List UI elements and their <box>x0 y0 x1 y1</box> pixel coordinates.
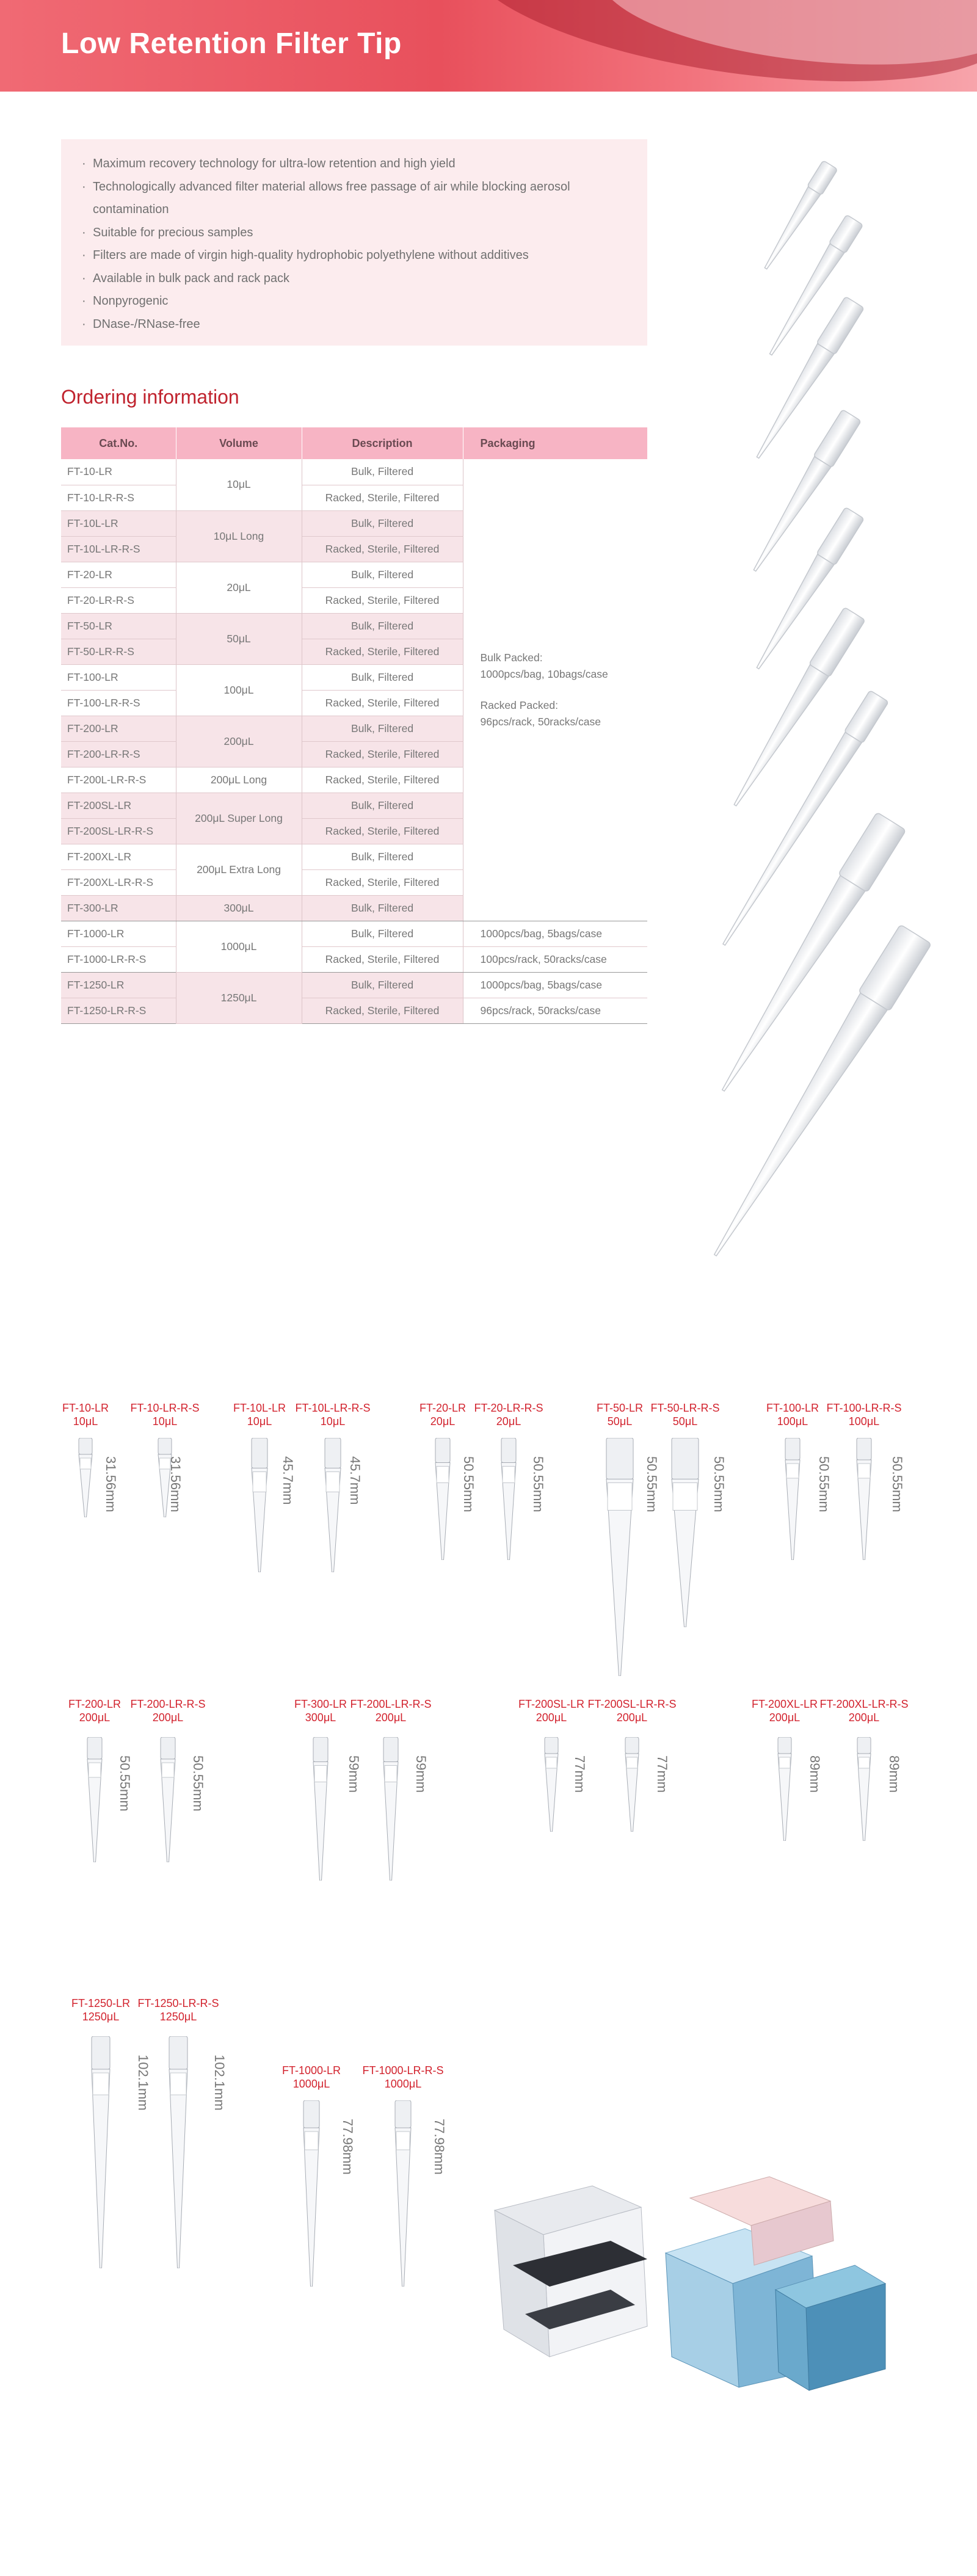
features-list <box>81 153 628 336</box>
tip-code: FT-100-LR <box>766 1402 819 1414</box>
tip-dimension: 102.1mm <box>136 2055 151 2111</box>
cat-no: FT-1000-LR-R-S <box>61 946 176 972</box>
tip-volume: 1250μL <box>82 2011 120 2023</box>
page-title: Low Retention Filter Tip <box>61 27 402 60</box>
cat-no: FT-10-LR <box>61 459 176 485</box>
tip-collar <box>79 1438 92 1454</box>
tip-collar <box>92 2036 110 2069</box>
tip-collar <box>303 2100 319 2128</box>
cat-no: FT-100-LR <box>61 664 176 690</box>
cat-no: FT-200L-LR-R-S <box>61 767 176 793</box>
tip-volume: 20μL <box>430 1415 456 1428</box>
tip-collar <box>785 1438 800 1460</box>
table-row <box>61 946 647 972</box>
tip-collar <box>161 1737 175 1759</box>
volume: 200μL Super Long <box>176 793 302 844</box>
tip-label <box>263 2064 360 2091</box>
tip-collar <box>672 1438 699 1479</box>
volume: 200μL Extra Long <box>176 844 302 895</box>
tip-volume: 10μL <box>152 1415 178 1428</box>
tip-collar <box>606 1438 633 1479</box>
tip-code: FT-20-LR <box>419 1402 467 1414</box>
tip-cone <box>395 2128 411 2287</box>
tip-dimension: 89mm <box>807 1755 823 1793</box>
tip-cone <box>169 2069 187 2268</box>
tip-dimension: 50.55mm <box>890 1456 905 1512</box>
tip-code: FT-10-LR-R-S <box>130 1402 200 1414</box>
cat-no: FT-100-LR-R-S <box>61 690 176 716</box>
tip-collar <box>501 1438 516 1463</box>
tip-collar <box>252 1438 267 1468</box>
tip-dimension: 77.98mm <box>340 2119 355 2175</box>
tip-image <box>604 1438 636 1676</box>
tip-code: FT-50-LR-R-S <box>650 1402 720 1414</box>
tip-volume: 10μL <box>247 1415 272 1428</box>
tip-dimension: 77.98mm <box>432 2119 447 2175</box>
racked-packed-title: Racked Packed: <box>480 698 558 711</box>
tip-label <box>129 1997 227 2023</box>
tip-code: FT-200SL-LR <box>518 1698 585 1710</box>
tip-collar <box>545 1737 558 1754</box>
features-box <box>61 139 647 346</box>
tip-label <box>119 1697 217 1724</box>
hero-tip-9 <box>700 924 931 1265</box>
tip-filter <box>859 1757 870 1768</box>
tip-filter <box>786 1464 799 1478</box>
bulk-packed-value: 1000pcs/bag, 10bags/case <box>480 667 608 680</box>
tip-image <box>393 2100 413 2287</box>
cat-no: FT-200-LR-R-S <box>61 741 176 767</box>
tip-volume: 200μL <box>769 1711 801 1724</box>
tip-code: FT-1000-LR <box>281 2064 341 2077</box>
description: Bulk, Filtered <box>302 613 463 639</box>
tip-label <box>583 1697 681 1724</box>
tip-code: FT-200SL-LR-R-S <box>587 1698 677 1710</box>
volume: 300μL <box>176 895 302 921</box>
tip-code: FT-1000-LR-R-S <box>362 2064 444 2077</box>
cat-no: FT-50-LR-R-S <box>61 639 176 664</box>
cat-no: FT-10L-LR <box>61 510 176 536</box>
header-banner <box>0 0 977 92</box>
tip-volume: 1250μL <box>159 2011 197 2023</box>
col-header: Cat.No. <box>61 427 176 459</box>
tip-filter <box>546 1757 557 1768</box>
tip-image <box>76 1438 95 1517</box>
tip-image <box>301 2100 322 2287</box>
packaging: 96pcs/rack, 50racks/case <box>463 998 647 1023</box>
cat-no: FT-1250-LR <box>61 972 176 998</box>
description: Racked, Sterile, Filtered <box>302 690 463 716</box>
tip-image <box>499 1438 518 1560</box>
col-header: Packaging <box>463 427 647 459</box>
packaging: 1000pcs/bag, 5bags/case <box>463 921 647 946</box>
tip-code: FT-10L-LR <box>233 1402 286 1414</box>
tip-image <box>433 1438 452 1560</box>
cat-no: FT-10-LR-R-S <box>61 485 176 510</box>
tip-code: FT-300-LR <box>294 1698 347 1710</box>
hero-tips-illustration <box>672 153 953 1282</box>
cat-no: FT-20-LR <box>61 562 176 587</box>
tip-volume: 100μL <box>777 1415 808 1428</box>
tip-label <box>342 1697 440 1724</box>
tip-dimension: 77mm <box>655 1755 670 1793</box>
description: Racked, Sterile, Filtered <box>302 767 463 793</box>
tip-code: FT-1250-LR-R-S <box>137 1997 219 2009</box>
table-row <box>61 921 647 946</box>
volume: 20μL <box>176 562 302 613</box>
tip-image <box>311 1737 330 1881</box>
description: Bulk, Filtered <box>302 459 463 485</box>
tip-dimension: 50.55mm <box>531 1456 546 1512</box>
tip-cone <box>303 2128 319 2287</box>
tip-filter <box>503 1467 515 1483</box>
tip-volume: 1000μL <box>384 2078 422 2090</box>
feature-item: · Available in bulk pack and rack pack <box>81 267 628 291</box>
tip-code: FT-10-LR <box>62 1402 109 1414</box>
tip-code: FT-200-LR-R-S <box>130 1698 206 1710</box>
col-header: Description <box>302 427 463 459</box>
table-header-row <box>61 427 647 459</box>
feature-item: · Filters are made of virgin high-quality hydrophobic polyethylene without additives <box>81 244 628 267</box>
tip-collar <box>625 1737 639 1754</box>
tip-volume: 200μL <box>375 1711 407 1724</box>
tip-code: FT-50-LR <box>596 1402 644 1414</box>
hero-tip-6 <box>725 607 865 811</box>
tip-dimension: 102.1mm <box>212 2055 227 2111</box>
tip-image <box>669 1438 701 1627</box>
tip-code: FT-200XL-LR-R-S <box>819 1698 909 1710</box>
tip-dimension: 50.55mm <box>191 1755 206 1812</box>
tip-collar <box>169 2036 187 2069</box>
tip-image <box>158 1737 178 1862</box>
description: Bulk, Filtered <box>302 793 463 818</box>
tip-image <box>89 2036 112 2268</box>
tip-volume: 300μL <box>305 1711 336 1724</box>
hero-tip-8 <box>709 812 906 1100</box>
tip-code: FT-200-LR <box>68 1698 122 1710</box>
tip-volume: 50μL <box>607 1415 633 1428</box>
description: Bulk, Filtered <box>302 844 463 869</box>
packaging: 100pcs/rack, 50racks/case <box>463 946 647 972</box>
tip-filter <box>396 2132 410 2150</box>
racked-packed-value: 96pcs/rack, 50racks/case <box>480 715 601 728</box>
description: Bulk, Filtered <box>302 921 463 946</box>
feature-item: · Suitable for precious samples <box>81 222 628 245</box>
ordering-table <box>61 427 648 1024</box>
cat-no: FT-200XL-LR-R-S <box>61 869 176 895</box>
tip-code: FT-1250-LR <box>71 1997 131 2009</box>
table-row <box>61 972 647 998</box>
tip-image <box>381 1737 401 1881</box>
tip-code: FT-20-LR-R-S <box>474 1402 543 1414</box>
tip-filter <box>93 2073 109 2095</box>
description: Racked, Sterile, Filtered <box>302 869 463 895</box>
tip-volume: 10μL <box>320 1415 346 1428</box>
cat-no: FT-20-LR-R-S <box>61 587 176 613</box>
tip-image <box>623 1737 641 1832</box>
tip-dimension: 59mm <box>413 1755 429 1793</box>
tip-dimension: 50.55mm <box>461 1456 476 1512</box>
tip-collar <box>778 1737 791 1754</box>
tip-image <box>85 1737 104 1862</box>
tip-volume: 200μL <box>848 1711 880 1724</box>
tip-volume: 200μL <box>152 1711 184 1724</box>
description: Racked, Sterile, Filtered <box>302 485 463 510</box>
description: Bulk, Filtered <box>302 716 463 741</box>
description: Bulk, Filtered <box>302 664 463 690</box>
tip-filter <box>89 1763 101 1777</box>
tip-collar <box>87 1737 102 1759</box>
cat-no: FT-1000-LR <box>61 921 176 946</box>
cat-no: FT-200-LR <box>61 716 176 741</box>
volume: 1000μL <box>176 921 302 972</box>
tip-collar <box>313 1737 328 1762</box>
tip-dimension: 50.55mm <box>711 1456 727 1512</box>
tip-code: FT-10L-LR-R-S <box>295 1402 371 1414</box>
tip-image <box>322 1438 343 1572</box>
tip-dimension: 31.56mm <box>168 1456 183 1512</box>
tip-code: FT-200L-LR-R-S <box>350 1698 432 1710</box>
tip-label <box>354 2064 452 2091</box>
tip-collar <box>435 1438 450 1463</box>
volume: 100μL <box>176 664 302 716</box>
tip-image <box>542 1737 561 1832</box>
tip-image <box>855 1737 873 1841</box>
tip-image <box>775 1737 794 1841</box>
packaging: 1000pcs/bag, 5bags/case <box>463 972 647 998</box>
cat-no: FT-200XL-LR <box>61 844 176 869</box>
tip-dimension: 89mm <box>887 1755 902 1793</box>
tip-filter <box>385 1766 397 1782</box>
tip-volume: 200μL <box>616 1711 648 1724</box>
tip-collar <box>383 1737 398 1762</box>
cat-no: FT-50-LR <box>61 613 176 639</box>
tip-volume: 50μL <box>672 1415 698 1428</box>
tip-filter <box>437 1467 449 1483</box>
tip-filter <box>627 1757 637 1768</box>
rack-box-clear <box>495 2186 647 2357</box>
tip-image <box>249 1438 270 1572</box>
tip-filter <box>673 1483 697 1511</box>
description: Racked, Sterile, Filtered <box>302 946 463 972</box>
description: Racked, Sterile, Filtered <box>302 639 463 664</box>
tip-dimension: 59mm <box>346 1755 361 1793</box>
description: Racked, Sterile, Filtered <box>302 587 463 613</box>
bulk-packed-title: Bulk Packed: <box>480 651 543 664</box>
description: Bulk, Filtered <box>302 562 463 587</box>
tip-filter <box>80 1458 91 1469</box>
volume: 10μL Long <box>176 510 302 562</box>
packaging-bulk-racked <box>463 459 647 921</box>
tip-collar <box>857 1438 871 1460</box>
table-row <box>61 459 647 485</box>
tip-label <box>636 1401 734 1428</box>
tip-filter <box>314 1766 327 1782</box>
tip-volume: 100μL <box>848 1415 880 1428</box>
volume: 200μL Long <box>176 767 302 793</box>
tip-volume: 200μL <box>536 1711 567 1724</box>
tip-dimension: 31.56mm <box>103 1456 118 1512</box>
tip-label <box>284 1401 382 1428</box>
volume: 200μL <box>176 716 302 767</box>
cat-no: FT-200SL-LR-R-S <box>61 818 176 844</box>
cat-no: FT-300-LR <box>61 895 176 921</box>
tip-collar <box>857 1737 871 1754</box>
tip-filter <box>170 2073 186 2095</box>
tip-filter <box>305 2132 318 2150</box>
tip-dimension: 77mm <box>572 1755 587 1793</box>
tip-collar <box>325 1438 341 1468</box>
tip-label <box>815 1401 913 1428</box>
description: Racked, Sterile, Filtered <box>302 741 463 767</box>
ordering-title: Ordering information <box>61 386 239 408</box>
feature-item: · DNase-/RNase-free <box>81 313 628 336</box>
tip-image <box>854 1438 874 1560</box>
feature-item: · Technologically advanced filter material allows free passage of air while blocking aerosol contamination <box>81 176 628 222</box>
tip-label <box>116 1401 214 1428</box>
tip-volume: 1000μL <box>292 2078 330 2090</box>
cat-no: FT-1250-LR-R-S <box>61 998 176 1023</box>
tip-collar <box>395 2100 411 2128</box>
volume: 1250μL <box>176 972 302 1023</box>
cat-no: FT-10L-LR-R-S <box>61 536 176 562</box>
tip-image <box>167 2036 190 2268</box>
hero-tip-2 <box>763 215 863 360</box>
tip-code: FT-100-LR-R-S <box>826 1402 902 1414</box>
tip-volume: 20μL <box>496 1415 521 1428</box>
description: Racked, Sterile, Filtered <box>302 998 463 1023</box>
feature-item: · Nonpyrogenic <box>81 290 628 313</box>
volume: 10μL <box>176 459 302 510</box>
tip-dimension: 45.7mm <box>280 1456 296 1505</box>
tip-volume: 10μL <box>73 1415 98 1428</box>
tip-dimension: 50.55mm <box>117 1755 133 1812</box>
tip-filter <box>326 1472 340 1492</box>
tip-filter <box>608 1483 632 1511</box>
tip-dimension: 50.55mm <box>644 1456 659 1512</box>
tip-cone <box>92 2069 110 2268</box>
description: Bulk, Filtered <box>302 895 463 921</box>
tip-volume: 200μL <box>79 1711 111 1724</box>
tip-racks-photo <box>488 2174 892 2393</box>
tip-label <box>815 1697 913 1724</box>
feature-item: · Maximum recovery technology for ultra-low retention and high yield <box>81 153 628 176</box>
tip-label <box>460 1401 558 1428</box>
tip-filter <box>253 1472 266 1492</box>
hero-tip-7 <box>714 690 888 950</box>
tip-code: FT-200XL-LR <box>751 1698 818 1710</box>
description: Bulk, Filtered <box>302 972 463 998</box>
description: Racked, Sterile, Filtered <box>302 818 463 844</box>
volume: 50μL <box>176 613 302 664</box>
cat-no: FT-200SL-LR <box>61 793 176 818</box>
tip-collar <box>158 1438 172 1454</box>
tip-dimension: 45.7mm <box>347 1456 363 1505</box>
tip-filter <box>858 1464 870 1478</box>
description: Bulk, Filtered <box>302 510 463 536</box>
table-row <box>61 998 647 1023</box>
tip-image <box>783 1438 802 1560</box>
col-header: Volume <box>176 427 302 459</box>
tip-filter <box>779 1757 790 1768</box>
tip-filter <box>162 1763 174 1777</box>
tip-dimension: 50.55mm <box>816 1456 832 1512</box>
description: Racked, Sterile, Filtered <box>302 536 463 562</box>
